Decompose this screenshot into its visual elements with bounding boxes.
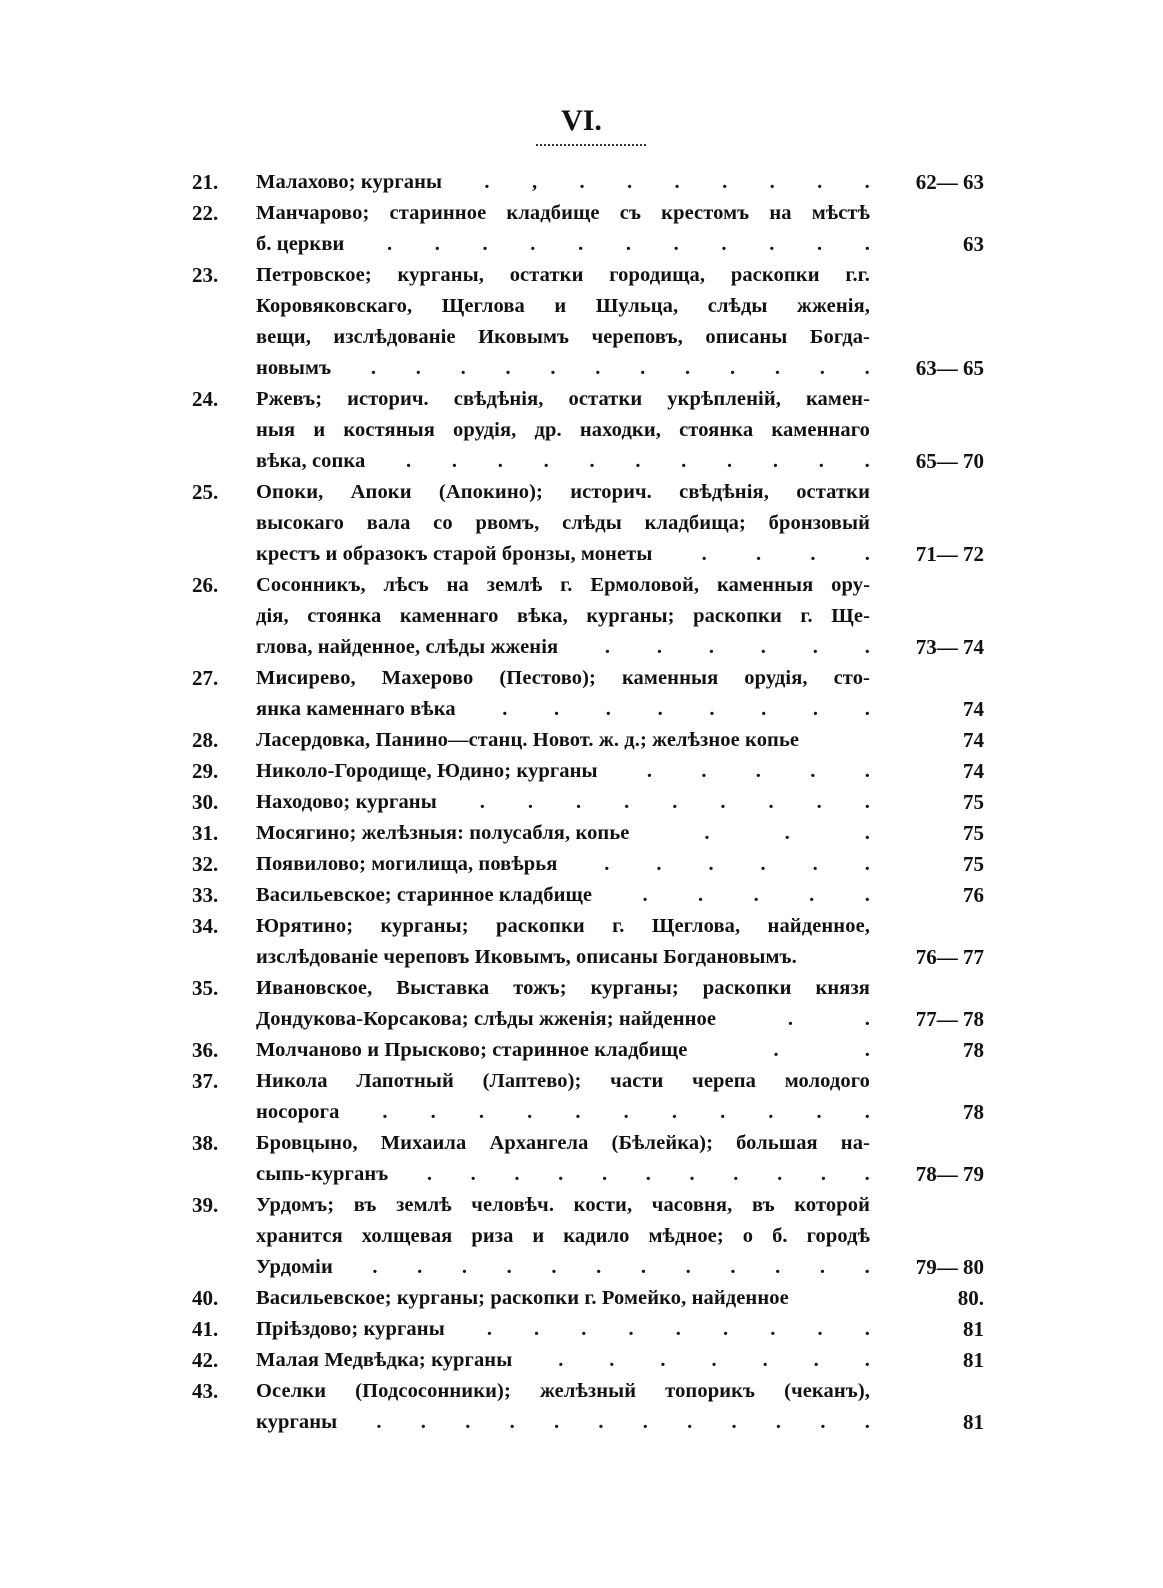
entry-description <box>256 1066 870 1128</box>
entry-number: 26. <box>192 573 219 597</box>
entry-line: ныя и костяныя орудія, др. находки, стоянка каменнаго <box>256 419 870 441</box>
entry-description <box>256 384 870 477</box>
entry-line: глова, найденное, слѣды жженія . . . . . . <box>256 636 870 658</box>
entry-description <box>256 260 870 384</box>
entry-number: 21. <box>192 170 219 194</box>
entry-description <box>256 663 870 725</box>
entry-line: вещи, изслѣдованіе Иковымъ череповъ, описаны Богда- <box>256 326 870 348</box>
entry-number: 25. <box>192 480 219 504</box>
entry-line: Ржевъ; историч. свѣдѣнія, остатки укрѣпленій, камен- <box>256 388 870 410</box>
entry-line: Ивановское, Выставка тожъ; курганы; раскопки князя <box>256 977 870 999</box>
entry-line: Появилово; могилища, повѣрья . . . . . . <box>256 853 870 875</box>
entry-line: Васильевское; курганы; раскопки г. Ромейко, найденное <box>256 1287 789 1309</box>
entry-number: 29. <box>192 759 219 783</box>
entry-number: 27. <box>192 666 219 690</box>
entry-number: 23. <box>192 263 219 287</box>
entry-description <box>256 1283 870 1314</box>
entry-line: Опоки, Апоки (Апокино); историч. свѣдѣнія, остатки <box>256 481 870 503</box>
entry-number: 36. <box>192 1038 219 1062</box>
entry-line: вѣка, сопка . . . . . . . . . . . <box>256 450 870 472</box>
entry-page-range: 73— 74 <box>915 635 984 659</box>
entry-page-range: 78 <box>963 1100 984 1124</box>
entry-page-range: 65— 70 <box>915 449 984 473</box>
entry-line: крестъ и образокъ старой бронзы, монеты . . . . <box>256 543 870 565</box>
entry-line: новымъ . . . . . . . . . . . . <box>256 357 870 379</box>
entry-line: Бровцыно, Михаила Архангела (Бѣлейка); большая на- <box>256 1132 870 1154</box>
entry-page-range: 78 <box>963 1038 984 1062</box>
entry-description <box>256 1035 870 1066</box>
entry-page-range: 74 <box>963 697 984 721</box>
entry-line: Оселки (Подсосонники); желѣзный топорикъ (чеканъ), <box>256 1380 870 1402</box>
entry-number: 30. <box>192 790 219 814</box>
page-number-header: VI. <box>561 104 602 137</box>
entry-line: Малая Медвѣдка; курганы . . . . . . . <box>256 1349 870 1371</box>
entry-line: хранится холщевая риза и кадило мѣдное; о б. городѣ <box>256 1225 870 1247</box>
entry-page-range: 77— 78 <box>915 1007 984 1031</box>
entry-number: 39. <box>192 1193 219 1217</box>
entry-line: Коровяковскаго, Щеглова и Шульца, слѣды жженія, <box>256 295 870 317</box>
entry-line: б. церкви . . . . . . . . . . . <box>256 233 870 255</box>
entry-number: 33. <box>192 883 219 907</box>
entry-description <box>256 725 870 756</box>
entry-description <box>256 756 870 787</box>
entry-description <box>256 1376 870 1438</box>
entry-page-range: 63 <box>963 232 984 256</box>
entry-page-range: 76— 77 <box>915 945 984 969</box>
entry-page-range: 81 <box>963 1410 984 1434</box>
entry-description <box>256 818 870 849</box>
entry-line: Молчаново и Прысково; старинное кладбище . . <box>256 1039 870 1061</box>
entry-line: изслѣдованіе череповъ Иковымъ, описаны Богдановымъ. <box>256 946 797 968</box>
entry-line: Находово; курганы . . . . . . . . . <box>256 791 870 813</box>
entry-number: 40. <box>192 1286 219 1310</box>
header-ornament-rule <box>536 144 646 146</box>
entry-line: Малахово; курганы . , . . . . . . . <box>256 171 870 193</box>
entry-number: 34. <box>192 914 219 938</box>
entry-line: Петровское; курганы, остатки городища, раскопки г.г. <box>256 264 870 286</box>
entry-line: Николо-Городище, Юдино; курганы . . . . . <box>256 760 870 782</box>
entry-line: Мосягино; желѣзныя: полусабля, копье . . . <box>256 822 870 844</box>
entry-description <box>256 880 870 911</box>
entry-number: 31. <box>192 821 219 845</box>
entry-page-range: 79— 80 <box>915 1255 984 1279</box>
entry-description <box>256 787 870 818</box>
entry-line: янка каменнаго вѣка . . . . . . . . <box>256 698 870 720</box>
entry-line: Юрятино; курганы; раскопки г. Щеглова, найденное, <box>256 915 870 937</box>
entry-description <box>256 1314 870 1345</box>
entry-page-range: 78— 79 <box>915 1162 984 1186</box>
entry-number: 41. <box>192 1317 219 1341</box>
entry-number: 35. <box>192 976 219 1000</box>
entry-description <box>256 973 870 1035</box>
entry-description <box>256 849 870 880</box>
entry-line: Манчарово; старинное кладбище съ крестомъ на мѣстѣ <box>256 202 870 224</box>
entry-line: Урдомъ; въ землѣ человѣч. кости, часовня, въ которой <box>256 1194 870 1216</box>
entry-page-range: 62— 63 <box>915 170 984 194</box>
entry-page-range: 75 <box>963 821 984 845</box>
entry-description <box>256 167 870 198</box>
entry-line: высокаго вала со рвомъ, слѣды кладбища; бронзовый <box>256 512 870 534</box>
entry-page-range: 63— 65 <box>915 356 984 380</box>
entry-page-range: 74 <box>963 759 984 783</box>
entry-line: Васильевское; старинное кладбище . . . . . <box>256 884 870 906</box>
entry-number: 28. <box>192 728 219 752</box>
entry-page-range: 74 <box>963 728 984 752</box>
entry-description <box>256 570 870 663</box>
entry-page-range: 80. <box>957 1286 984 1310</box>
entry-description <box>256 1345 870 1376</box>
entry-description <box>256 911 870 973</box>
entry-line: носорога . . . . . . . . . . . <box>256 1101 870 1123</box>
entry-line: Дондукова-Корсакова; слѣды жженія; найденное . . <box>256 1008 870 1030</box>
entry-description <box>256 198 870 260</box>
entry-line: Ласердовка, Панино—станц. Новот. ж. д.; желѣзное копье <box>256 729 800 751</box>
entry-number: 37. <box>192 1069 219 1093</box>
entry-number: 22. <box>192 201 219 225</box>
entry-line: сыпь-курганъ . . . . . . . . . . . <box>256 1163 870 1185</box>
entry-number: 38. <box>192 1131 219 1155</box>
entry-number: 24. <box>192 387 219 411</box>
entry-description <box>256 477 870 570</box>
entry-page-range: 75 <box>963 790 984 814</box>
entry-page-range: 71— 72 <box>915 542 984 566</box>
entry-page-range: 81 <box>963 1348 984 1372</box>
entry-number: 43. <box>192 1379 219 1403</box>
entry-line: Пріѣздово; курганы . . . . . . . . . <box>256 1318 870 1340</box>
entry-description <box>256 1128 870 1190</box>
entry-line: Сосонникъ, лѣсъ на землѣ г. Ермоловой, каменныя ору- <box>256 574 870 596</box>
entry-page-range: 76 <box>963 883 984 907</box>
entry-line: дія, стоянка каменнаго вѣка, курганы; раскопки г. Ще- <box>256 605 870 627</box>
entry-description <box>256 1190 870 1283</box>
entry-page-range: 81 <box>963 1317 984 1341</box>
entry-page-range: 75 <box>963 852 984 876</box>
entry-line: курганы . . . . . . . . . . . . <box>256 1411 870 1433</box>
entry-line: Мисирево, Махерово (Пестово); каменныя орудія, сто- <box>256 667 870 689</box>
entry-number: 32. <box>192 852 219 876</box>
entry-line: Никола Лапотный (Лаптево); части черепа молодого <box>256 1070 870 1092</box>
entry-line: Урдоміи . . . . . . . . . . . . <box>256 1256 870 1278</box>
entry-number: 42. <box>192 1348 219 1372</box>
